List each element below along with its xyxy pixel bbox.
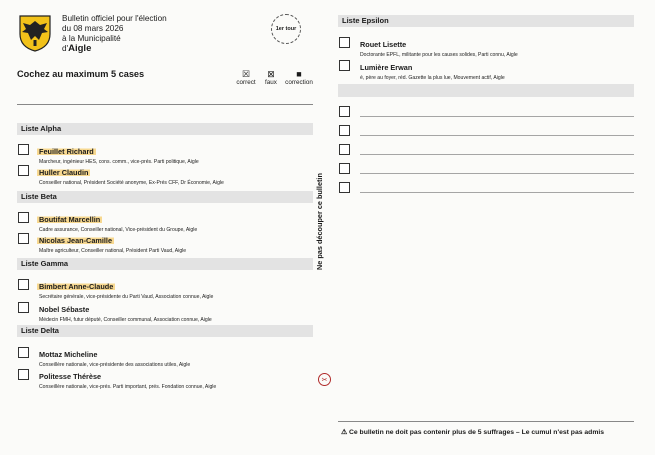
candidate-description: Secrétaire générale, vice-présidente du Parti Vaud, Association connue, Aigle: [39, 294, 214, 300]
wrong-mark-icon: ⊠: [267, 69, 275, 79]
blank-list-header: [338, 84, 634, 97]
candidate-description: Cadre assurance, Conseiller national, Vice-président du Groupe, Aigle: [39, 227, 198, 233]
write-in-line-5[interactable]: [360, 192, 634, 193]
warning-icon: ⚠: [341, 429, 348, 436]
candidate-description: Maître agriculteur, Conseiller national, Président Parti Vaud, Aigle: [39, 248, 187, 254]
checkbox-politesse-therese[interactable]: [18, 369, 29, 380]
checkbox-blank-1[interactable]: [339, 106, 350, 117]
checkbox-nicolas-jean-camille[interactable]: [18, 233, 29, 244]
candidate-name: Boutifat Marcellin: [39, 215, 101, 224]
candidate-name: Rouet Lisette: [360, 40, 407, 49]
checkbox-lumiere-erwan[interactable]: [339, 60, 350, 71]
checkbox-mottaz-micheline[interactable]: [18, 347, 29, 358]
checkbox-nobel-sebaste[interactable]: [18, 302, 29, 313]
checked-box-icon: ☒: [241, 69, 251, 79]
checkbox-blank-2[interactable]: [339, 125, 350, 136]
list-header-epsilon: Liste Epsilon: [338, 15, 634, 27]
list-header-gamma: Liste Gamma: [17, 258, 313, 270]
candidate-description: Conseillère nationale, vice-présidente des associations utiles, Aigle: [39, 362, 191, 368]
header-line-3: à la Municipalité: [62, 34, 121, 43]
header-line-1: Bulletin officiel pour l'élection: [62, 14, 167, 23]
municipality-name: Aigle: [68, 43, 92, 54]
candidate-description: Conseiller national, Président Société anonyme, Ex-Prés CFF, Dr Économie, Aigle: [39, 180, 224, 186]
write-in-line-4[interactable]: [360, 173, 634, 174]
legend-correction: [279, 69, 319, 86]
write-in-line-1[interactable]: [360, 116, 634, 117]
candidate-description: é, père au foyer, réd. Gazette la plus lue, Mouvement actif, Aigle: [360, 75, 505, 81]
write-in-line-2[interactable]: [360, 135, 634, 136]
candidate-huller-claudin: [39, 162, 224, 187]
candidate-lumiere-erwan: [360, 57, 505, 82]
checkbox-bimbert-anne-claude[interactable]: [18, 279, 29, 290]
candidate-name: Feuillet Richard: [39, 147, 94, 156]
footer-divider: [338, 421, 634, 422]
aigle-crest-logo: [18, 14, 52, 52]
instruction-title: Cochez au maximum 5 cases: [17, 69, 145, 79]
checkbox-boutifat-marcellin[interactable]: [18, 212, 29, 223]
checkbox-rouet-lisette[interactable]: [339, 37, 350, 48]
candidate-politesse-therese: [39, 366, 216, 391]
candidate-nobel-sebaste: [39, 299, 212, 324]
candidate-name: Huller Claudin: [39, 168, 89, 177]
tour-stamp: 1er tour: [271, 14, 301, 44]
candidate-bimbert-anne-claude: [39, 276, 213, 301]
list-header-beta: Liste Beta: [17, 191, 313, 203]
header-line-2: du 08 mars 2026: [62, 24, 124, 33]
legend-label: correct: [236, 79, 256, 86]
candidate-name: Lumière Erwan: [360, 63, 413, 72]
header-divider: [17, 104, 313, 105]
candidate-description: Médecin FMH, futur député, Conseiller communal, Association connue, Aigle: [39, 317, 212, 323]
candidate-nicolas-jean-camille: [39, 230, 186, 255]
candidate-name: Politesse Thérèse: [39, 372, 102, 381]
warning-text: Ce bulletin ne doit pas contenir plus de 5 suffrages – Le cumul n'est pas admis: [348, 429, 605, 436]
footer-warning: [341, 428, 604, 436]
candidate-description: Doctorante EPFL, militante pour les causes solides, Parti connu, Aigle: [360, 52, 518, 58]
candidate-name: Bimbert Anne-Claude: [39, 282, 114, 291]
write-in-line-3[interactable]: [360, 154, 634, 155]
candidate-rouet-lisette: [360, 34, 518, 59]
do-not-cut-note: Ne pas découper ce bulletin: [315, 173, 324, 270]
candidate-description: Marcheur, ingénieur HES, cons. comm., vice-prés. Parti politique, Aigle: [39, 159, 199, 165]
legend-label: correction: [285, 79, 313, 86]
list-header-alpha: Liste Alpha: [17, 123, 313, 135]
candidate-description: Conseillère nationale, vice-prés. Parti important, prés. Fondation connue, Aigle: [39, 384, 217, 390]
list-header-delta: Liste Delta: [17, 325, 313, 337]
scissors-icon: ✂: [318, 373, 331, 386]
legend-label: faux: [265, 79, 277, 86]
candidate-name: Nobel Sébaste: [39, 305, 90, 314]
checkbox-blank-5[interactable]: [339, 182, 350, 193]
checkbox-huller-claudin[interactable]: [18, 165, 29, 176]
header-line-4: [62, 44, 167, 54]
checkbox-blank-4[interactable]: [339, 163, 350, 174]
candidate-name: Nicolas Jean-Camille: [39, 236, 113, 245]
header-line-4-prefix: d': [62, 44, 69, 53]
candidate-name: Mottaz Micheline: [39, 350, 98, 359]
filled-box-icon: ■: [296, 69, 302, 79]
checkbox-feuillet-richard[interactable]: [18, 144, 29, 155]
checkbox-blank-3[interactable]: [339, 144, 350, 155]
header-text: [62, 14, 167, 54]
